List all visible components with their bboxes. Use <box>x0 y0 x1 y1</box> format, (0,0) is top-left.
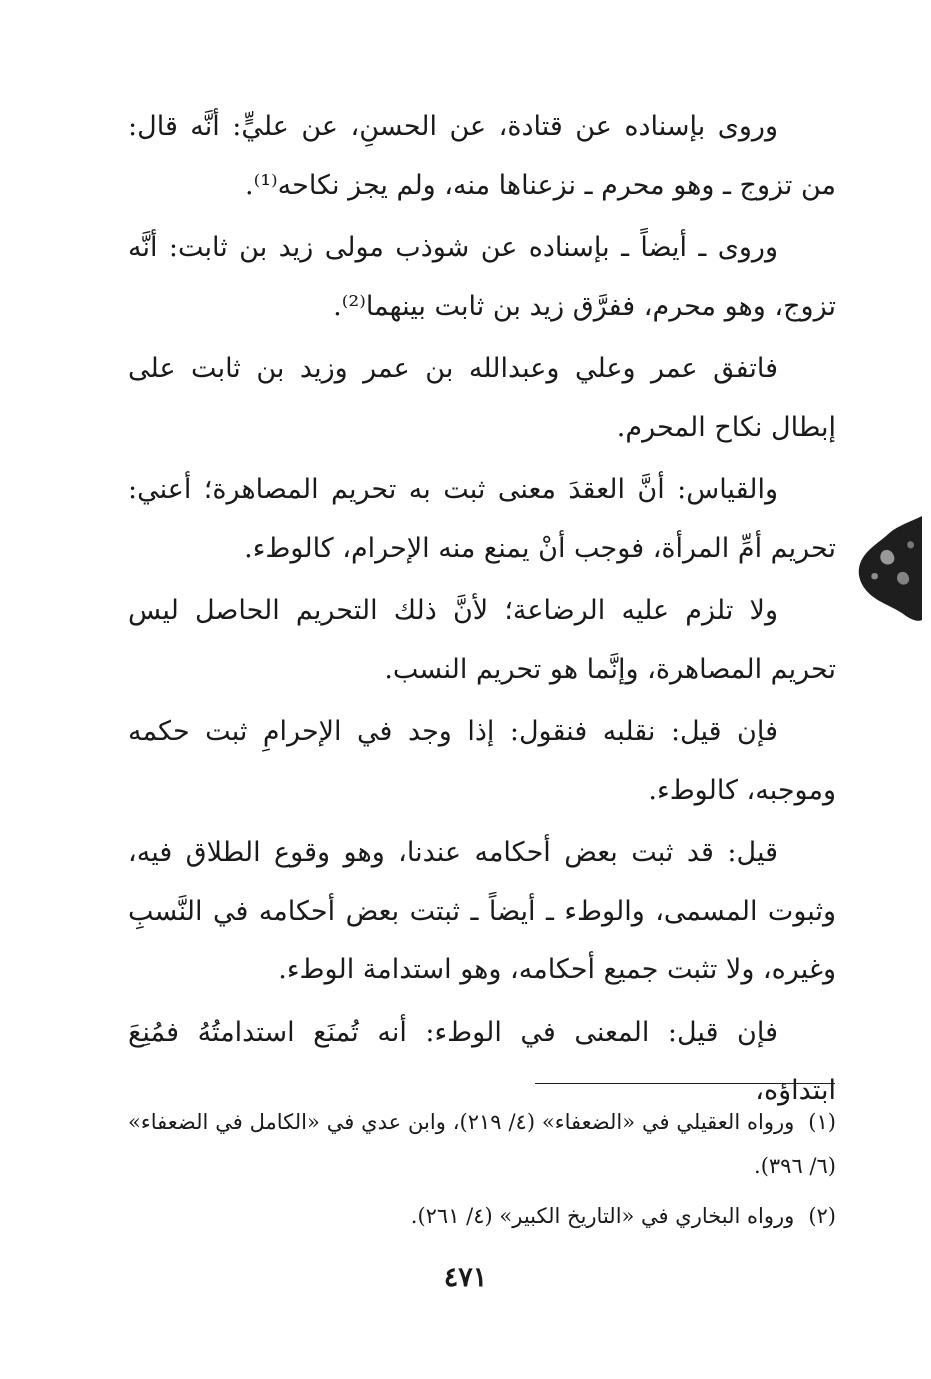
footnote-text: ورواه العقيلي في «الضعفاء» (٤/ ٢١٩)، وابن عدي في «الكامل في الضعفاء» (٦/ ٣٩٦). <box>128 1110 836 1178</box>
paragraph: والقياس: أنَّ العقدَ معنى ثبت به تحريم المصاهرة؛ أعني: تحريم أمِّ المرأة، فوجب أنْ يمنع منه الإحرام، كالوطء. <box>128 474 836 564</box>
footnote <box>128 1100 836 1188</box>
paragraph: وروى ـ أيضاً ـ بإسناده عن شوذب مولى زيد بن ثابت: أنَّه تزوج، وهو محرم، ففرَّق زيد بن ثابت بينهما⁽²⁾. <box>128 232 836 322</box>
footnotes-block <box>128 1100 836 1244</box>
paragraph: ولا تلزم عليه الرضاعة؛ لأنَّ ذلك التحريم الحاصل ليس تحريم المصاهرة، وإنَّما هو تحريم النسب. <box>128 595 836 685</box>
page-number: ٤٧١ <box>443 1262 488 1293</box>
main-text-block <box>128 98 836 1121</box>
footnote <box>128 1194 836 1238</box>
paragraph: فاتفق عمر وعلي وعبدالله بن عمر وزيد بن ثابت على إبطال نكاح المحرم. <box>128 353 836 443</box>
footnote-divider <box>535 1083 835 1084</box>
ink-smudge-mark <box>852 512 924 622</box>
paragraph: فإن قيل: المعنى في الوطء: أنه تُمنَع استدامتُهُ فمُنِعَ ابتداؤه، <box>128 1016 836 1106</box>
footnote-number: (٢) <box>808 1204 836 1228</box>
paragraph: وروى بإسناده عن قتادة، عن الحسنِ، عن عليٍّ: أنَّه قال: من تزوج ـ وهو محرم ـ نزعناها منه، ولم يجز نكاحه⁽¹⁾. <box>128 111 836 201</box>
footnote-number: (١) <box>808 1110 836 1134</box>
paragraph: فإن قيل: نقلبه فنقول: إذا وجد في الإحرامِ ثبت حكمه وموجبه، كالوطء. <box>128 716 836 806</box>
footnote-text: ورواه البخاري في «التاريخ الكبير» (٤/ ٢٦١). <box>410 1204 795 1228</box>
paragraph: قيل: قد ثبت بعض أحكامه عندنا، وهو وقوع الطلاق فيه، وثبوت المسمى، والوطء ـ أيضاً ـ ثبتت بعض أحكامه في النَّسبِ وغيره، ولا تثبت جميع أحكامه، وهو استدامة الوطء. <box>128 837 836 985</box>
